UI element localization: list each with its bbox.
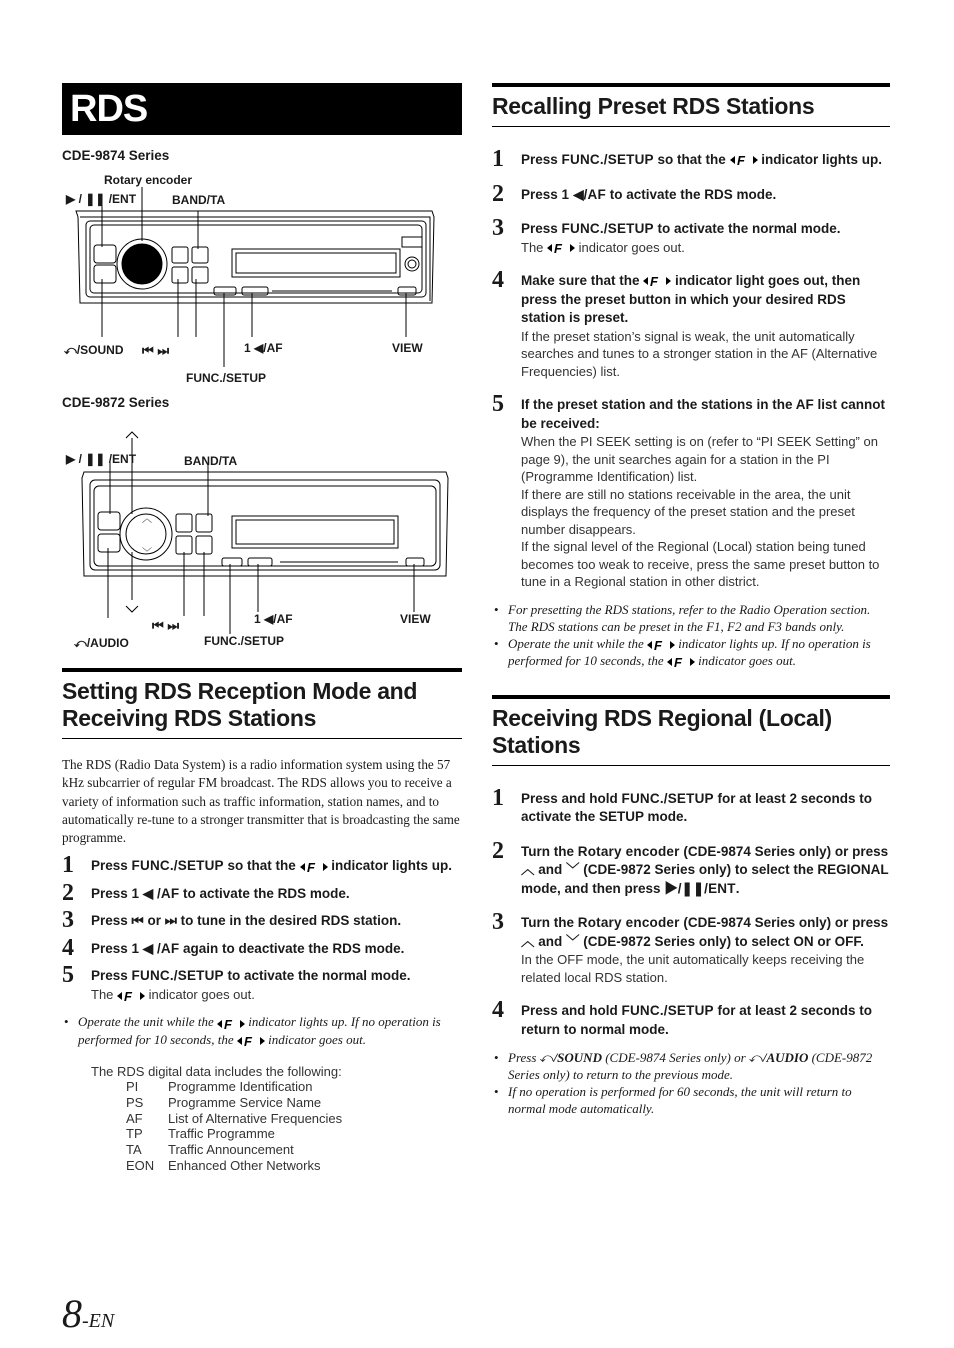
skip-back-icon: ⏮ bbox=[142, 343, 154, 358]
af-indicator-icon bbox=[237, 1034, 265, 1048]
note-item: • Operate the unit while the F indicator lights up. If no operation is performed for 10 seconds, the F indicator goes out. bbox=[62, 1013, 462, 1047]
left-arrow-icon: ◀ bbox=[264, 612, 274, 626]
step-number: 1 bbox=[492, 146, 504, 172]
right-notes-1 bbox=[492, 601, 890, 669]
svg-text:﹀: ﹀ bbox=[142, 548, 152, 559]
down-chevron-icon: ﹀ bbox=[566, 933, 580, 949]
label-band-ta-2: BAND/TA bbox=[184, 454, 238, 468]
right2-step-3: 3 Turn the Rotary encoder (CDE-9874 Series only) or press ︿ and ﹀ (CDE-9872 Series only) to select ON or OFF. In the OFF mode, the unit automatically keeps receiving the related local RDS station. bbox=[492, 909, 889, 985]
right-step-4: 4 Make sure that the F indicator light goes out, then press the preset button in which your desired RDS station is preset. If the preset station’s signal is weak, the unit automatically searches and tunes to a stronger station in the AF (Alternative Frequencies) list. bbox=[492, 272, 890, 380]
table-row: TP Traffic Programme bbox=[126, 1126, 275, 1142]
label-af: 1 ◀/AF bbox=[244, 341, 283, 355]
skip-forward-icon: ⏭ bbox=[157, 343, 170, 358]
intro-paragraph: The RDS (Radio Data System) is a radio information system using the 57 kHz subcarrier of regular FM broadcast. The RDS allows you to receive a variety of information such as traffic information, station names, and to automatically re-tune to a stronger transmitter that is broadcasting the same programme. bbox=[62, 757, 460, 846]
af-indicator-icon bbox=[667, 655, 695, 669]
svg-text:F: F bbox=[650, 274, 659, 289]
step-number: 4 bbox=[492, 997, 504, 1024]
skip-forward-icon: ⏭ bbox=[167, 618, 180, 633]
table-row: EON Enhanced Other Networks bbox=[126, 1157, 321, 1173]
left-arrow-icon: ◀ bbox=[254, 341, 264, 355]
right-step-5 bbox=[492, 391, 890, 591]
data-table bbox=[126, 1079, 342, 1173]
down-chevron-icon: ﹀ bbox=[566, 862, 580, 878]
svg-text:F: F bbox=[306, 859, 315, 874]
af-indicator-icon bbox=[547, 241, 575, 255]
step-description: If the signal level of the Regional (Local) station being tuned becomes too weak to receive, press the same preset button to tune in a Regional station in other district. bbox=[521, 539, 880, 589]
step-description: In the OFF mode, the unit automatically keeps receiving the related local RDS station. bbox=[521, 952, 865, 985]
step-number: 2 bbox=[492, 180, 504, 207]
svg-text:F: F bbox=[673, 654, 682, 669]
note-item: • Operate the unit while the F indicator lights up. If no operation is performed for 10 seconds, the F indicator goes out. bbox=[492, 635, 890, 669]
label-func-setup-2: FUNC./SETUP bbox=[204, 634, 285, 648]
return-icon: ⤺ bbox=[539, 1050, 554, 1066]
label-af-2: 1 ◀/AF bbox=[254, 612, 293, 626]
page-number: 8-EN bbox=[62, 1291, 115, 1336]
svg-text:F: F bbox=[554, 241, 562, 256]
right2-step-2: 2 Turn the Rotary encoder (CDE-9874 Series only) or press ︿ and ﹀ (CDE-9872 Series only) to select the REGIONAL mode, and then press ▶/❚❚/ENT. bbox=[492, 837, 889, 896]
section-title-setting-rds: Setting RDS Reception Mode and Receiving RDS Stations bbox=[62, 668, 462, 739]
left-step-1: 1 Press FUNC./SETUP so that the F indicator lights up. bbox=[62, 852, 453, 879]
label-view: VIEW bbox=[392, 341, 423, 355]
left-step-2: 2 Press 1 ◀ /AF to activate the RDS mode. bbox=[62, 879, 350, 906]
step-text: If the preset station and the stations in the AF list cannot be received: bbox=[521, 397, 886, 431]
right-step-1: 1 Press FUNC./SETUP so that the F indicator lights up. bbox=[492, 146, 883, 172]
skip-buttons-label-2 bbox=[152, 618, 179, 634]
play-pause-icon: ▶ / ❚❚ bbox=[66, 192, 109, 206]
label-sound: ⤺/SOUND bbox=[64, 343, 124, 357]
af-indicator-icon bbox=[117, 989, 145, 1003]
series-label-9874: CDE-9874 Series bbox=[62, 148, 170, 163]
af-indicator-icon bbox=[217, 1017, 245, 1031]
right2-step-4: 4 Press and hold FUNC./SETUP for at least 2 seconds to return to normal mode. bbox=[492, 997, 873, 1037]
af-indicator-icon bbox=[730, 153, 758, 167]
data-list-intro: The RDS digital data includes the following: bbox=[91, 1063, 342, 1079]
right-column bbox=[492, 83, 890, 1117]
left-notes bbox=[62, 1013, 462, 1047]
note-item: • If no operation is performed for 60 seconds, the unit will return to normal mode automatically. bbox=[492, 1083, 890, 1117]
step-number: 5 bbox=[492, 391, 504, 417]
step-description: If there are still no stations receivable in the area, the unit displays the frequency of the preset station and the preset number disappears. bbox=[521, 486, 855, 537]
label-play-pause-ent-2: ▶ / ❚❚ /ENT bbox=[66, 452, 137, 466]
label-func-setup: FUNC./SETUP bbox=[186, 371, 267, 385]
diagram-cde-9872 bbox=[62, 416, 462, 656]
left-step-4: 4 Press 1 ◀ /AF again to deactivate the RDS mode. bbox=[62, 934, 405, 961]
af-indicator-icon bbox=[300, 860, 328, 874]
svg-text:F: F bbox=[224, 1016, 232, 1031]
left-step-3: 3 Press ⏮ or ⏭ to tune in the desired RDS station. bbox=[62, 907, 402, 934]
section-title-regional: Receiving RDS Regional (Local) Stations bbox=[492, 695, 890, 766]
diagram-cde-9874 bbox=[62, 167, 462, 399]
up-chevron-icon: ︿ bbox=[521, 862, 535, 878]
step-description: When the PI SEEK setting is on (refer to “PI SEEK Setting” on page 9), the unit searches again for a station in the PI (Programme Identification) list. bbox=[521, 434, 878, 484]
step-number: 3 bbox=[62, 907, 74, 934]
label-play-pause-ent: ▶ / ❚❚ /ENT bbox=[66, 192, 137, 206]
return-icon: ⤺ bbox=[748, 1050, 763, 1066]
right-step-2: 2 Press 1 ◀/AF to activate the RDS mode. bbox=[492, 180, 777, 207]
right-step-3: 3 Press FUNC./SETUP to activate the normal mode. The F indicator goes out. bbox=[492, 215, 841, 256]
series-label-9872: CDE-9872 Series bbox=[62, 395, 170, 410]
svg-text:F: F bbox=[124, 988, 132, 1003]
label-view-2: VIEW bbox=[400, 612, 431, 626]
step-number: 3 bbox=[492, 215, 504, 241]
step-number: 4 bbox=[62, 934, 74, 961]
note-item: • Press ⤺/SOUND (CDE-9874 Series only) or ⤺/AUDIO (CDE-9872 Series only) to return to the previous mode. bbox=[492, 1049, 890, 1083]
left-step-5: 5 Press FUNC./SETUP to activate the normal mode. The F indicator goes out. bbox=[62, 962, 411, 1003]
table-row: PI Programme Identification bbox=[126, 1079, 313, 1095]
svg-text:︿: ︿ bbox=[142, 514, 152, 525]
skip-back-icon: ⏮ bbox=[131, 913, 144, 929]
skip-forward-icon: ⏭ bbox=[164, 913, 177, 929]
skip-back-icon: ⏮ bbox=[152, 618, 164, 633]
play-pause-icon: ▶/❚❚ bbox=[664, 880, 705, 896]
left-arrow-icon: ◀ bbox=[142, 940, 157, 956]
note-item: • For presetting the RDS stations, refer to the Radio Operation section. The RDS stations can be preset in the F1, F2 and F3 bands only. bbox=[492, 601, 890, 635]
step-number: 1 bbox=[492, 784, 504, 811]
svg-text:F: F bbox=[243, 1033, 252, 1048]
return-icon: ⤺ bbox=[64, 343, 77, 357]
table-row: AF List of Alternative Frequencies bbox=[126, 1110, 343, 1126]
skip-buttons-label bbox=[142, 343, 169, 359]
step-number: 2 bbox=[62, 879, 74, 906]
label-audio: ⤺/AUDIO bbox=[74, 636, 129, 650]
left-arrow-icon: ◀ bbox=[573, 186, 584, 202]
step-number: 3 bbox=[492, 909, 504, 936]
af-indicator-icon bbox=[643, 274, 671, 288]
section-title-recalling: Recalling Preset RDS Stations bbox=[492, 83, 890, 127]
step-number: 2 bbox=[492, 837, 504, 864]
step-number: 1 bbox=[62, 852, 74, 879]
return-icon: ⤺ bbox=[74, 636, 87, 650]
right-notes-2 bbox=[492, 1049, 890, 1117]
step-description: If the preset station’s signal is weak, the unit automatically searches and tunes to a stronger station in the AF (Alternative Frequencies) list. bbox=[521, 328, 878, 379]
label-band-ta: BAND/TA bbox=[172, 193, 226, 207]
step-number: 5 bbox=[62, 962, 74, 989]
left-column bbox=[62, 83, 462, 1173]
svg-text:F: F bbox=[736, 153, 745, 168]
af-indicator-icon bbox=[647, 638, 675, 652]
table-row: TA Traffic Announcement bbox=[126, 1142, 294, 1158]
rds-data-list bbox=[91, 1064, 462, 1174]
label-rotary-encoder: Rotary encoder bbox=[104, 173, 193, 187]
up-chevron-icon: ︿ bbox=[521, 933, 535, 949]
play-pause-icon: ▶ / ❚❚ bbox=[66, 452, 109, 466]
svg-text:F: F bbox=[654, 637, 662, 652]
page-title: RDS bbox=[62, 83, 462, 135]
table-row: PS Programme Service Name bbox=[126, 1094, 322, 1110]
right2-step-1: 1 Press and hold FUNC./SETUP for at least 2 seconds to activate the SETUP mode. bbox=[492, 784, 873, 825]
left-arrow-icon: ◀ bbox=[142, 885, 157, 901]
step-number: 4 bbox=[492, 267, 504, 293]
